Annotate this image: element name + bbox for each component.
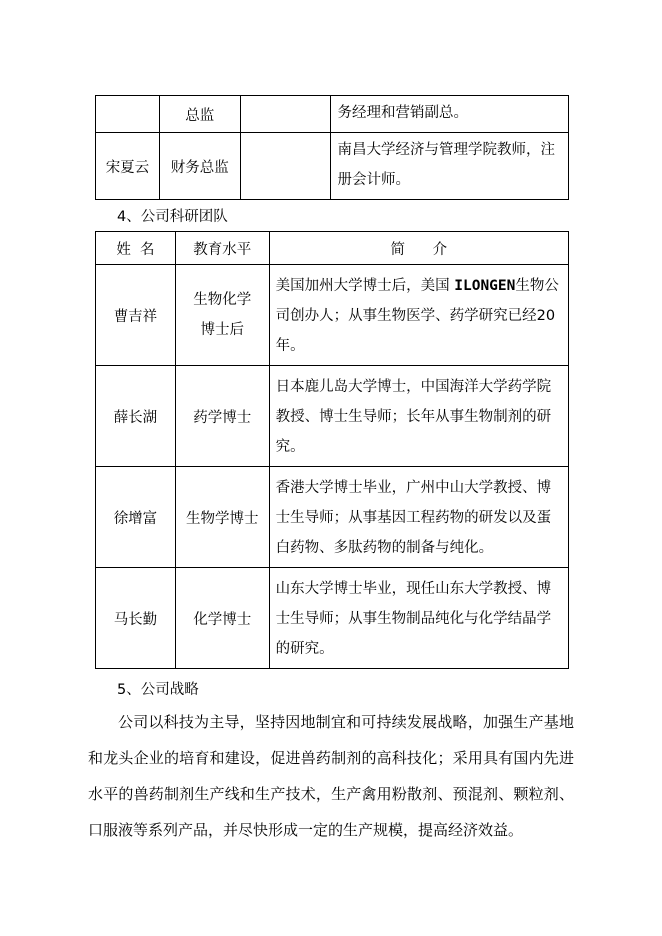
- intro-cell: 南昌大学经济与管理学院教师，注册会计师。: [331, 133, 569, 200]
- header-edu: 教育水平: [175, 232, 269, 265]
- section-5-heading: 5、公司战略: [117, 682, 199, 698]
- member-edu: 生物学博士: [175, 467, 269, 568]
- intro-text: 美国加州大学博士后，美国: [275, 278, 455, 294]
- research-team-table: [95, 231, 569, 669]
- header-intro: 简 介: [269, 232, 568, 265]
- table-row: [96, 366, 569, 467]
- management-table-continued: [95, 95, 569, 200]
- header-name: 姓 名: [96, 232, 176, 265]
- edu-line: 博士后: [200, 322, 244, 338]
- table-row: [96, 265, 569, 366]
- member-name: 马长勤: [96, 568, 176, 669]
- member-name: 徐增富: [96, 467, 176, 568]
- title-cell: 总监: [159, 96, 240, 133]
- name-cell: 宋夏云: [96, 133, 160, 200]
- table-row: [96, 133, 569, 200]
- company-name: ILONGEN: [454, 278, 516, 294]
- edu-cell: [240, 96, 331, 133]
- section-4-heading: 4、公司科研团队: [117, 209, 228, 225]
- member-intro: 香港大学博士毕业，广州中山大学教授、博士生导师；从事基因工程药物的研发以及蛋白药物、多肽药物的制备与纯化。: [269, 467, 568, 568]
- member-edu: 药学博士: [175, 366, 269, 467]
- member-intro: 山东大学博士毕业，现任山东大学教授、博士生导师；从事生物制品纯化与化学结晶学的研究。: [269, 568, 568, 669]
- strategy-paragraph: [88, 704, 574, 848]
- member-intro: [269, 265, 568, 366]
- table-row: [96, 568, 569, 669]
- table-row: [96, 467, 569, 568]
- table-header-row: [96, 232, 569, 265]
- member-name: 曹吉祥: [96, 265, 176, 366]
- member-edu: 化学博士: [175, 568, 269, 669]
- edu-line: 生物化学: [193, 292, 252, 308]
- name-cell: [96, 96, 160, 133]
- member-name: 薛长湖: [96, 366, 176, 467]
- member-edu: [175, 265, 269, 366]
- edu-cell: [240, 133, 331, 200]
- strategy-text: 公司以科技为主导，坚持因地制宜和可持续发展战略，加强生产基地和龙头企业的培育和建设，促进兽药制剂的高科技化；采用具有国内先进水平的兽药制剂生产线和生产技术，生产禽用粉散剂、预混剂、颗粒剂、口服液等系列产品，并尽快形成一定的生产规模，提高经济效益。: [88, 713, 574, 839]
- member-intro: 日本鹿儿岛大学博士，中国海洋大学药学院教授、博士生导师；长年从事生物制剂的研究。: [269, 366, 568, 467]
- intro-text: 生物公司创办人；从事生物医学、药学研究已经20年。: [275, 278, 559, 354]
- intro-cell: 务经理和营销副总。: [331, 96, 569, 133]
- title-cell: 财务总监: [159, 133, 240, 200]
- table-row: [96, 96, 569, 133]
